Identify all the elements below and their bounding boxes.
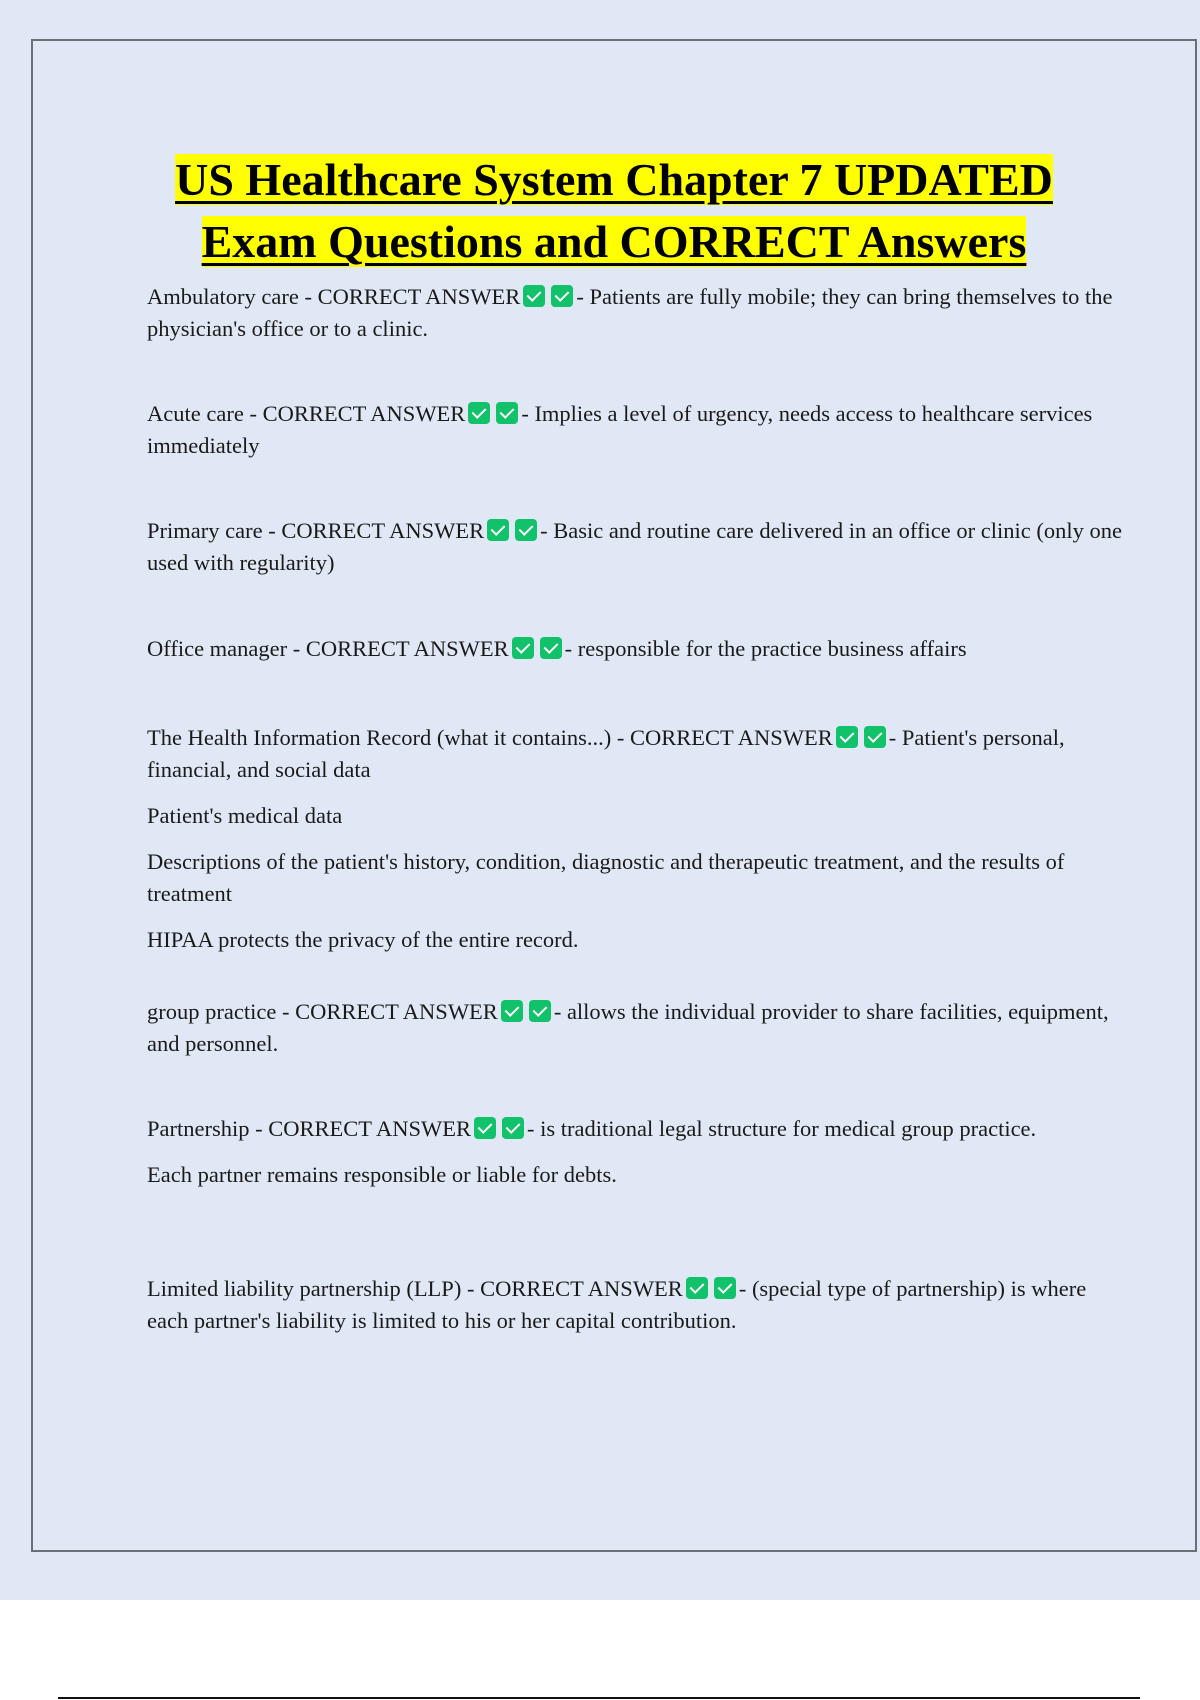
check-mark-icon [551,285,573,307]
qa-answer: Patient's personal, financial, and social data [147,725,1065,782]
check-mark-icon [836,726,858,748]
check-mark-icon [523,285,545,307]
qa-entry [147,515,1132,579]
title-line-2: Exam Questions and CORRECT Answers [201,216,1027,267]
correct-answer-label: CORRECT ANSWER [295,999,498,1024]
qa-entry [147,1113,1132,1191]
check-mark-icon [468,402,490,424]
correct-answer-label: CORRECT ANSWER [629,725,833,750]
qa-answer: allows the individual provider to share facilities, equipment, and personnel. [147,999,1109,1056]
qa-line: Ambulatory care - CORRECT ANSWER - Patients are fully mobile; they can bring themselves to the physician's office or to a clinic. [147,284,1113,341]
qa-answer: Patients are fully mobile; they can bring themselves to the physician's office or to a clinic. [147,284,1113,341]
document-page [31,39,1197,1552]
qa-entry [147,398,1132,462]
correct-answer-label: CORRECT ANSWER [281,518,485,543]
check-mark-icon [540,637,562,659]
check-mark-icon [515,519,537,541]
check-mark-icon [512,637,534,659]
correct-answer-label: CORRECT ANSWER [480,1276,683,1301]
qa-answer-continuation: Patient's medical data [147,803,343,828]
qa-answer: is traditional legal structure for medical group practice. [540,1116,1037,1141]
qa-answer-continuation: Each partner remains responsible or liable for debts. [147,1162,617,1187]
qa-term: Ambulatory care [147,284,299,309]
qa-line: The Health Information Record (what it contains...) - CORRECT ANSWER - Patient's personal, financial, and social data [147,725,1065,782]
qa-term: Partnership [147,1116,250,1141]
qa-entry [147,722,1132,956]
check-mark-icon [529,1000,551,1022]
check-mark-icon [496,402,518,424]
qa-line: Acute care - CORRECT ANSWER - Implies a level of urgency, needs access to healthcare services immediately [147,401,1093,458]
qa-answer: (special type of partnership) is where each partner's liability is limited to his or her capital contribution. [147,1276,1087,1333]
qa-line: Primary care - CORRECT ANSWER - Basic and routine care delivered in an office or clinic (only one used with regularity) [147,518,1122,575]
qa-term: Office manager [147,636,288,661]
qa-term: Acute care [147,401,244,426]
qa-entry [147,281,1132,345]
footer-rule [58,1697,1140,1699]
qa-line: Limited liability partnership (LLP) - CORRECT ANSWER - (special type of partnership) is where each partner's liability is limited to his or her capital contribution. [147,1276,1087,1333]
qa-answer-continuation: Descriptions of the patient's history, condition, diagnostic and therapeutic treatment, and the results of treatment [147,849,1065,906]
qa-entry [147,996,1132,1060]
qa-term: The Health Information Record (what it contains...) [147,725,612,750]
qa-line: Partnership - CORRECT ANSWER - is traditional legal structure for medical group practice. [147,1116,1037,1141]
correct-answer-label: CORRECT ANSWER [262,401,466,426]
document-title [93,149,1135,273]
qa-answer: responsible for the practice business affairs [577,636,967,661]
correct-answer-label: CORRECT ANSWER [317,284,521,309]
check-mark-icon [474,1117,496,1139]
qa-answer-continuation: HIPAA protects the privacy of the entire record. [147,927,579,952]
qa-answer: Implies a level of urgency, needs access to healthcare services immediately [147,401,1093,458]
check-mark-icon [487,519,509,541]
qa-term: Primary care [147,518,263,543]
check-mark-icon [501,1000,523,1022]
correct-answer-label: CORRECT ANSWER [305,636,509,661]
qa-line: group practice - CORRECT ANSWER - allows the individual provider to share facilities, equipment, and personnel. [147,999,1109,1056]
qa-entry [147,633,1132,665]
check-mark-icon [864,726,886,748]
qa-term: Limited liability partnership (LLP) [147,1276,462,1301]
check-mark-icon [714,1277,736,1299]
correct-answer-label: CORRECT ANSWER [268,1116,471,1141]
qa-line: Office manager - CORRECT ANSWER - responsible for the practice business affairs [147,636,967,661]
check-mark-icon [502,1117,524,1139]
qa-entry [147,1273,1132,1337]
qa-answer: Basic and routine care delivered in an office or clinic (only one used with regularity) [147,518,1122,575]
check-mark-icon [686,1277,708,1299]
qa-term: group practice [147,999,277,1024]
title-line-1: US Healthcare System Chapter 7 UPDATED [175,154,1053,205]
